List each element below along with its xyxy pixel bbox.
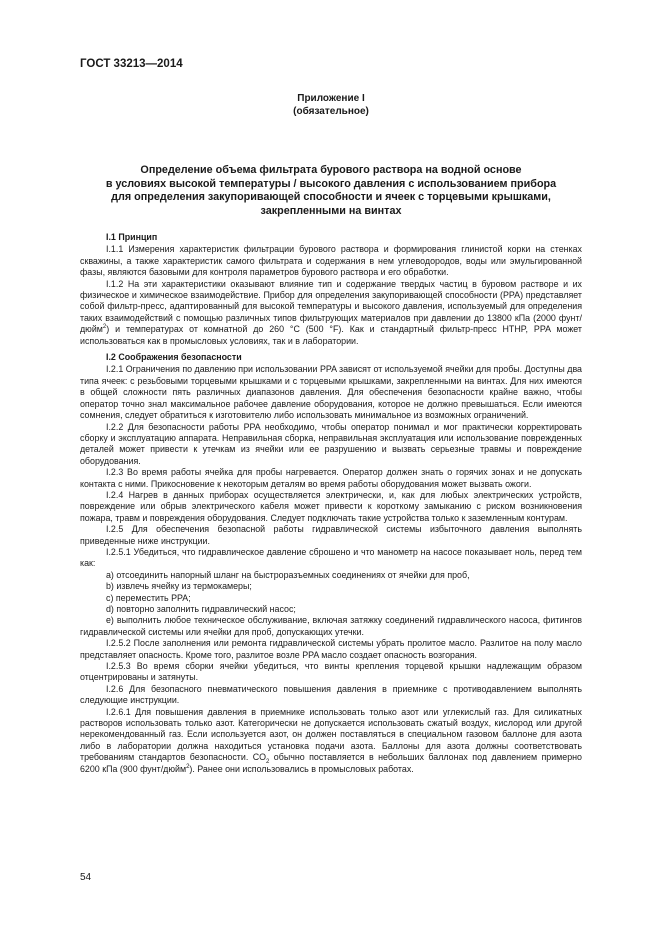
title-line: закрепленными на винтах xyxy=(260,204,402,217)
subscript: 2 xyxy=(266,759,270,766)
paragraph-1-2-5-3: I.2.5.3 Во время сборки ячейки убедиться, что винты крепления торцевой крышки надлежащим образом отцентрированы и затянуты. xyxy=(80,661,582,683)
paragraph-1-1-1: I.1.1 Измерения характеристик фильтрации бурового раствора и формирования глинистой корки на стенках скважины, а также характеристик самого фильтрата и содержания в нем углеводородов, воды или эмульгированной фазы, являются базовыми для контроля параметров бурового раствора и его обработки. xyxy=(80,244,582,278)
title-line: в условиях высокой температуры / высокого давления с использованием прибора xyxy=(105,177,557,190)
superscript: 2 xyxy=(102,324,107,331)
paragraph-1-2-6-1 xyxy=(80,707,582,775)
document-body xyxy=(80,230,582,775)
page-number: 54 xyxy=(80,872,92,883)
superscript: 2 xyxy=(186,763,190,770)
section-heading-principle: I.1 Принцип xyxy=(106,232,158,242)
list-item: d) повторно заполнить гидравлический насос; xyxy=(106,604,296,614)
paragraph-1-1-2 xyxy=(80,279,582,347)
list-item: b) извлечь ячейку из термокамеры; xyxy=(106,581,252,592)
paragraph-1-2-5-1: I.2.5.1 Убедиться, что гидравлическое давление сброшено и что манометр на насосе показывает ноль, перед тем как: xyxy=(80,546,582,569)
paragraph-1-2-1: I.2.1 Ограничения по давлению при использовании PPA зависят от используемой ячейки для пробы. Доступны два типа ячеек: с резьбовыми торцевыми крышками и с торцевыми крышками, закрепленными на винтах. Для них имеются в общей сложности пять различных диапазонов давления. Для обеспечения безопасности крайне важно, чтобы оператор точно знал максимальное рабочее давление оборудования, которое не должно превышаться. Если имеются сомнения, следует обратиться к изготовителю либо использовать минимальное из возможных ограничений. xyxy=(80,364,582,421)
title-line: Определение объема фильтрата бурового раствора на водной основе xyxy=(140,164,522,176)
list-item: a) отсоединить напорный шланг на быстроразъемных соединениях от ячейки для проб, xyxy=(106,569,470,580)
paragraph-text: обычно поставляется в небольших баллонах под давлением примерно 6200 кПа (900 фунт/дюйм xyxy=(80,752,582,774)
annex-heading xyxy=(80,92,582,118)
paragraph-1-2-5: I.2.5 Для обеспечения безопасной работы гидравлической системы избыточного давления выполнять приведенные ниже инструкции. xyxy=(80,524,582,546)
paragraph-1-2-2: I.2.2 Для безопасности работы PPA необходимо, чтобы оператор понимал и мог практически корректировать сборку и эксплуатацию аппарата. Неправильная сборка, неправильная эксплуатация или использование поврежденных деталей может привести к утечкам из ячейки или ее разрушению и вызвать серьезные травмы и повреждение оборудования. xyxy=(80,421,582,466)
paragraph-text: ). Ранее они использовались в промысловых работах. xyxy=(189,763,414,774)
section-heading-safety: I.2 Соображения безопасности xyxy=(106,352,242,363)
paragraph-1-2-4: I.2.4 Нагрев в данных приборах осуществляется электрически, и, как для любых электрических устройств, повреждение или обрыв электрического кабеля может привести к короткому замыканию с риском возникновения пожара, травм и повреждения оборудования. Следует подключать такие устройства только к заземленным контурам. xyxy=(80,489,582,523)
list-item: e) выполнить любое техническое обслуживание, включая затяжку соединений гидравлического насоса, фитингов гидравлической системы или ячейки для проб, допускающих утечки. xyxy=(80,615,582,637)
paragraph-text: I.1.2 На эти характеристики оказывают влияние тип и содержание твердых частиц в буровом растворе и их физическое и химическое взаимодействие. Прибор для определения закупоривающей способности (PPA) представляет собой фильтр-пресс, адаптированный для высокой температуры и высокого давления, используемый для определения таких взаимодействий с помощью различных типов фильтрующих материалов при давлении до 13800 кПа (2000 фунт/дюйм xyxy=(80,278,582,335)
annex-status: (обязательное) xyxy=(293,106,369,117)
paragraph-text: ) и температурах от комнатной до 260 °С (500 °F). Как и стандартный фильтр-пресс HTHP, PPA может использоваться как в промысловых условиях, так и в лаборатории. xyxy=(80,324,582,346)
paragraph-1-2-6: I.2.6 Для безопасного пневматического повышения давления в приемнике с противодавлением выполнять следующие инструкции. xyxy=(80,683,582,706)
standard-code: ГОСТ 33213—2014 xyxy=(80,58,183,70)
paragraph-text: I.2.6.1 Для повышения давления в приемнике использовать только азот или углекислый газ. Для силикатных растворов использовать только азот. Категорически не допускается использовать сжатый воздух, кислород или другой нерекомендованный газ. Если используется азот, он должен поставляться в специальном газовом баллоне для азота либо в лаборатории должна находиться установка подачи азота. Баллоны для азота должны соответствовать требованиям стандартов безопасности. CO xyxy=(80,706,582,763)
paragraph-1-2-5-2: I.2.5.2 После заполнения или ремонта гидравлической системы убрать пролитое масло. Разлитое на полу масло представляет опасность. Кроме того, разлитое возле PPA масло создает опасность возгорания. xyxy=(80,638,582,660)
annex-title xyxy=(80,164,582,218)
title-line: для определения закупоривающей способности и ячеек с торцевыми крышками, xyxy=(111,191,551,203)
paragraph-1-2-3: I.2.3 Во время работы ячейка для пробы нагревается. Оператор должен знать о горячих зонах и не допускать контакта с ними. Прикосновение к некоторым деталям во время работы оборудования может вызвать ожоги. xyxy=(80,467,582,489)
annex-label: Приложение I xyxy=(297,93,365,104)
list-item: c) переместить PPA; xyxy=(106,592,191,603)
